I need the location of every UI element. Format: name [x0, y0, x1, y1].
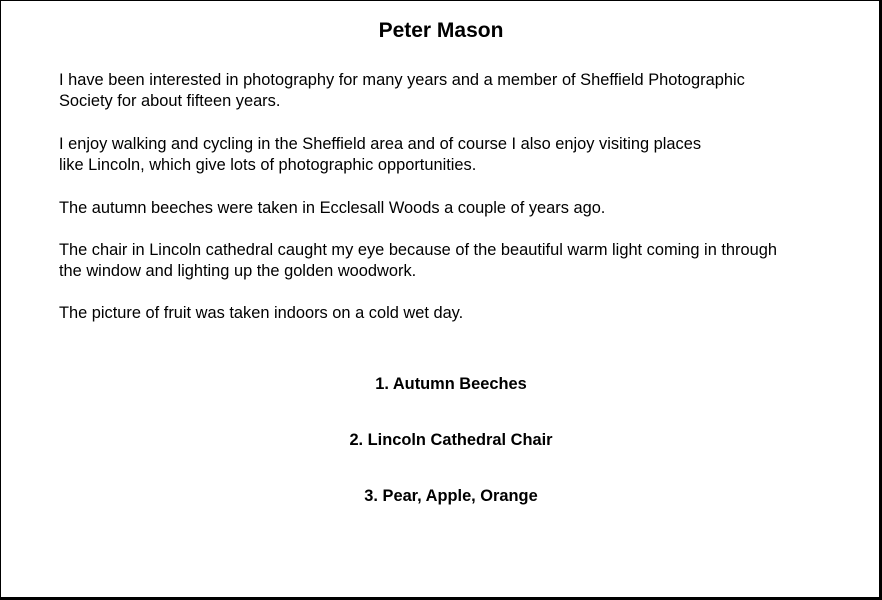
bio-text-line: I enjoy walking and cycling in the Sheffield area and of course I also enjoy visiting places — [59, 135, 702, 153]
bio-text-line: the window and lighting up the golden woodwork. — [59, 262, 417, 280]
bio-text-line: I have been interested in photography for many years and a member of Sheffield Photographic — [59, 71, 745, 89]
bio-text-line: The chair in Lincoln cathedral caught my eye because of the beautiful warm light coming in through — [59, 241, 777, 259]
bio-paragraph-fruit — [59, 303, 869, 324]
bio-paragraph-chair — [59, 240, 869, 282]
bio-text-line: like Lincoln, which give lots of photographic opportunities. — [59, 156, 477, 174]
bio-paragraph-walking — [59, 134, 869, 176]
photo-title-autumn-beeches: 1. Autumn Beeches — [375, 375, 527, 393]
bio-paragraph-photography — [59, 70, 869, 112]
photo-title-cathedral-chair: 2. Lincoln Cathedral Chair — [349, 431, 553, 449]
bio-text-line: The picture of fruit was taken indoors on a cold wet day. — [59, 304, 464, 322]
photo-title-fruit: 3. Pear, Apple, Orange — [364, 487, 538, 505]
bio-text-line: Society for about fifteen years. — [59, 92, 281, 110]
page-title: Peter Mason — [378, 19, 504, 42]
bio-paragraph-beeches — [59, 198, 869, 219]
bio-text-line: The autumn beeches were taken in Ecclesall Woods a couple of years ago. — [59, 199, 606, 217]
